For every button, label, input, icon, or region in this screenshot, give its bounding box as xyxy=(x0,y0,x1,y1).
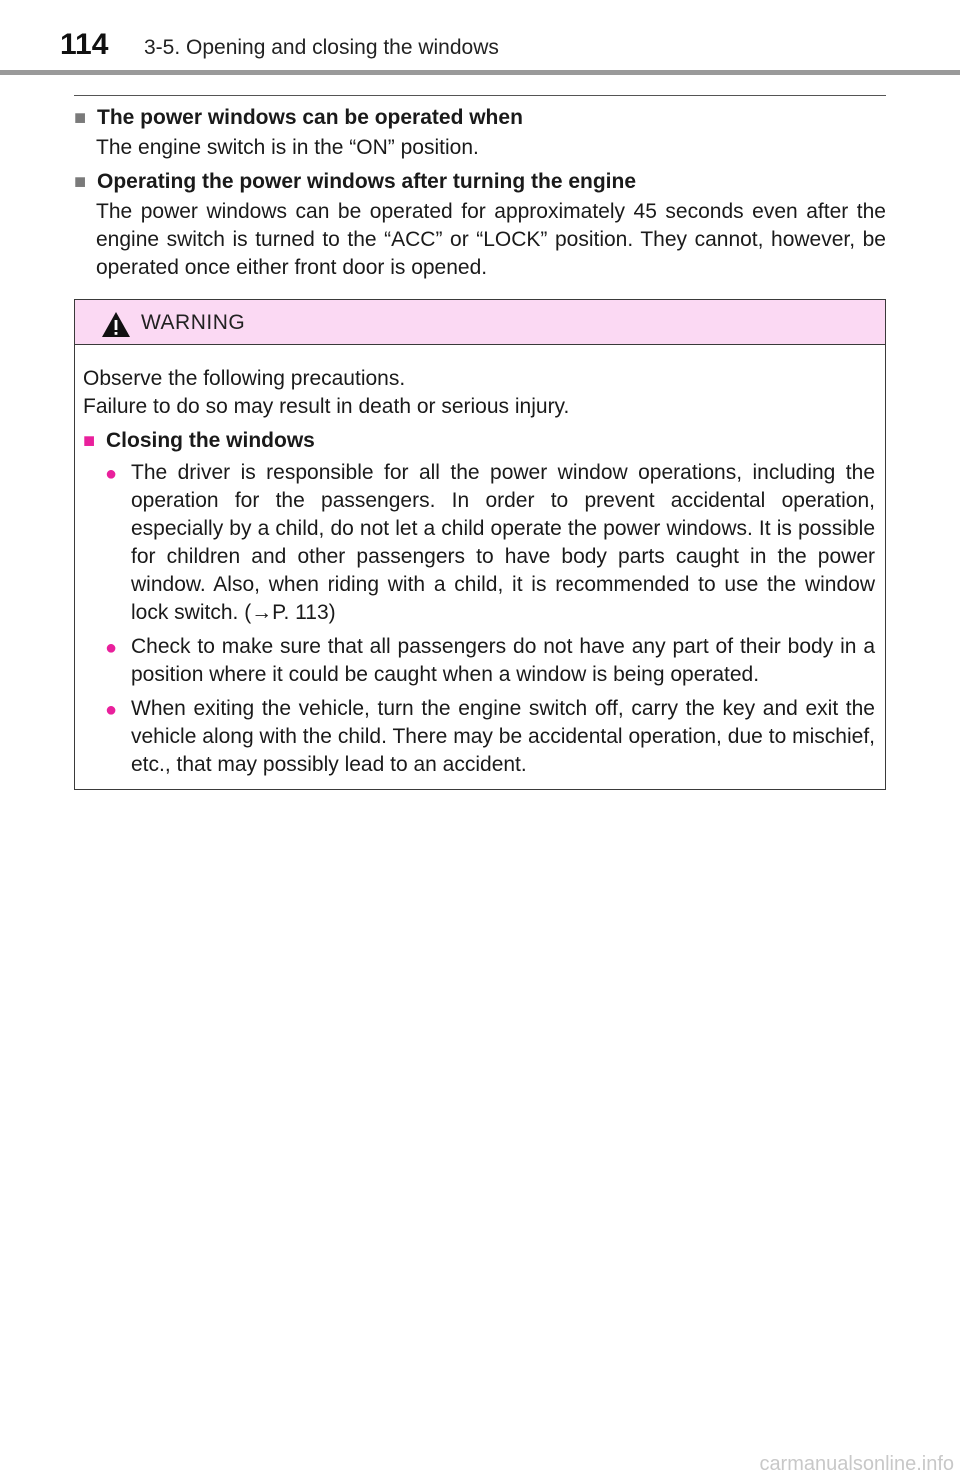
warning-body xyxy=(75,345,885,779)
warning-subheading-text: Closing the windows xyxy=(106,429,315,452)
warning-subheading xyxy=(83,427,875,455)
square-bullet-icon: ■ xyxy=(83,430,96,452)
section-body: The power windows can be operated for approximately 45 seconds even after the engine switch is turned to the “ACC” or “LOCK” position. They cannot, however, be operated once either front door is opened. xyxy=(96,200,886,279)
list-item-text: Check to make sure that all passengers do not have any part of their body in a position where it could be caught when a window is being operated. xyxy=(131,635,875,686)
circle-bullet-icon: ● xyxy=(105,637,118,659)
section-heading xyxy=(74,104,886,132)
warning-triangle-icon xyxy=(101,311,131,338)
section-title: 3-5. Opening and closing the windows xyxy=(144,36,499,59)
warning-box xyxy=(74,299,886,790)
circle-bullet-icon: ● xyxy=(105,699,118,721)
warning-header xyxy=(75,300,885,345)
main-content xyxy=(74,104,886,288)
section-heading xyxy=(74,168,886,196)
header-divider xyxy=(0,70,960,75)
list-item xyxy=(105,695,875,779)
section-body: The engine switch is in the “ON” position. xyxy=(96,136,479,159)
content-divider xyxy=(74,95,886,96)
page-header xyxy=(0,0,960,76)
square-bullet-icon: ■ xyxy=(74,107,87,129)
list-item xyxy=(105,633,875,689)
warning-intro: Failure to do so may result in death or serious injury. xyxy=(83,395,570,418)
list-item-text: When exiting the vehicle, turn the engine switch off, carry the key and exit the vehicle along with the child. There may be accidental operation, due to mischief, etc., that may possibly lead to an accident. xyxy=(131,697,875,776)
watermark: carmanualsonline.info xyxy=(759,1453,954,1475)
section-heading-text: The power windows can be operated when xyxy=(97,106,523,129)
square-bullet-icon: ■ xyxy=(74,171,87,193)
list-item xyxy=(105,459,875,627)
section-heading-text: Operating the power windows after turning the engine xyxy=(97,170,637,193)
list-item-text: The driver is responsible for all the power window operations, including the operation for the passengers. In order to prevent accidental operation, especially by a child, do not let a child operate the power windows. It is possible for children and other passengers to have body parts caught in the power window. Also, when riding with a child, it is recommended to use the window lock switch. (→P. 113) xyxy=(131,461,875,624)
warning-title: WARNING xyxy=(141,311,246,334)
warning-intro: Observe the following precautions. xyxy=(83,367,406,390)
page-number: 114 xyxy=(60,28,109,61)
circle-bullet-icon: ● xyxy=(105,463,118,485)
